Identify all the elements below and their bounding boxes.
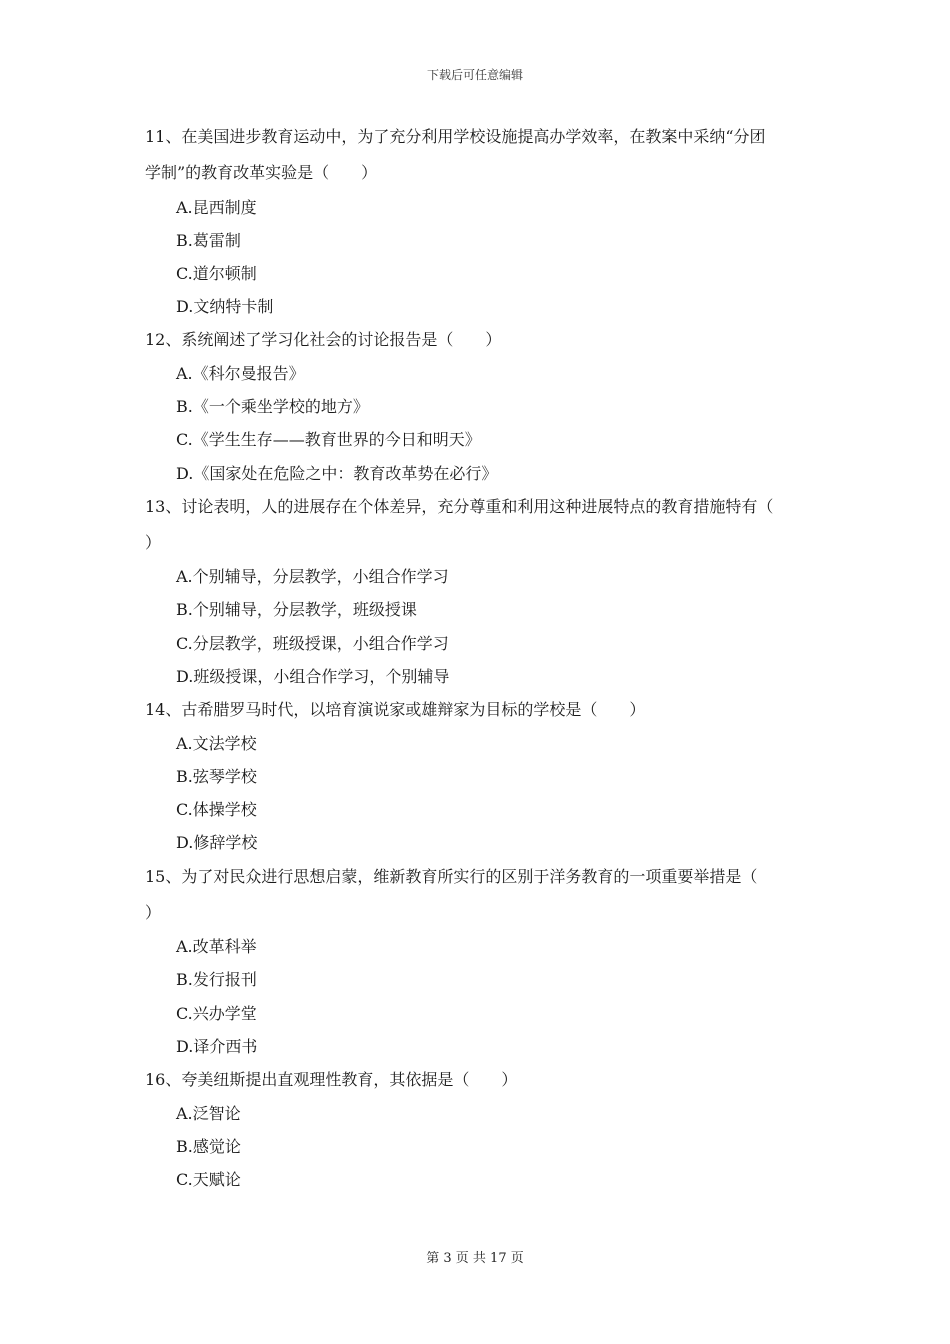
question-14-option-b: B.弦琴学校 bbox=[176, 767, 257, 786]
question-12-stem-line-1: 12、系统阐述了学习化社会的讨论报告是（ ） bbox=[145, 330, 502, 349]
question-13-stem-line-2: ） bbox=[145, 533, 162, 552]
question-14-option-c: C.体操学校 bbox=[176, 800, 257, 819]
question-12-option-a: A.《科尔曼报告》 bbox=[176, 364, 305, 383]
question-15-option-a: A.改革科举 bbox=[176, 937, 257, 956]
question-11-option-d: D.文纳特卡制 bbox=[176, 297, 274, 316]
question-11-option-a: A.昆西制度 bbox=[176, 198, 257, 217]
question-15-option-d: D.译介西书 bbox=[176, 1037, 258, 1056]
question-15-option-b: B.发行报刊 bbox=[176, 970, 257, 989]
question-16-stem-line-1: 16、夸美纽斯提出直观理性教育，其依据是（ ） bbox=[145, 1070, 518, 1089]
question-16-option-a: A.泛智论 bbox=[176, 1104, 241, 1123]
page-header: 下载后可任意编辑 bbox=[426, 68, 523, 82]
page-footer: 第 3 页 共 17 页 bbox=[426, 1251, 524, 1266]
question-13-option-b: B.个别辅导，分层教学，班级授课 bbox=[176, 600, 417, 619]
question-15-stem-line-1: 15、为了对民众进行思想启蒙，维新教育所实行的区别于洋务教育的一项重要举措是（ bbox=[145, 867, 758, 886]
question-12-option-d: D.《国家处在危险之中：教育改革势在必行》 bbox=[176, 464, 498, 483]
question-14-stem-line-1: 14、古希腊罗马时代，以培育演说家或雄辩家为目标的学校是（ ） bbox=[145, 700, 646, 719]
question-11-option-c: C.道尔顿制 bbox=[176, 264, 257, 283]
question-16-option-b: B.感觉论 bbox=[176, 1137, 241, 1156]
question-13-stem-line-1: 13、讨论表明，人的进展存在个体差异，充分尊重和利用这种进展特点的教育措施特有（ bbox=[145, 497, 774, 516]
question-12-option-c: C.《学生生存——教育世界的今日和明天》 bbox=[176, 430, 481, 449]
question-13-option-a: A.个别辅导，分层教学，小组合作学习 bbox=[176, 567, 449, 586]
question-12-option-b: B.《一个乘坐学校的地方》 bbox=[176, 397, 369, 416]
question-11-stem-line-2: 学制”的教育改革实验是（ ） bbox=[145, 163, 378, 182]
question-16-option-c: C.天赋论 bbox=[176, 1170, 241, 1189]
question-15-stem-line-2: ） bbox=[145, 903, 162, 922]
question-11-stem-line-1: 11、在美国进步教育运动中，为了充分利用学校设施提高办学效率，在教案中采纳“分团 bbox=[145, 127, 766, 146]
question-14-option-a: A.文法学校 bbox=[176, 734, 257, 753]
question-14-option-d: D.修辞学校 bbox=[176, 833, 258, 852]
question-13-option-c: C.分层教学，班级授课，小组合作学习 bbox=[176, 634, 449, 653]
question-15-option-c: C.兴办学堂 bbox=[176, 1004, 257, 1023]
question-13-option-d: D.班级授课，小组合作学习，个别辅导 bbox=[176, 667, 450, 686]
question-11-option-b: B.葛雷制 bbox=[176, 231, 241, 250]
